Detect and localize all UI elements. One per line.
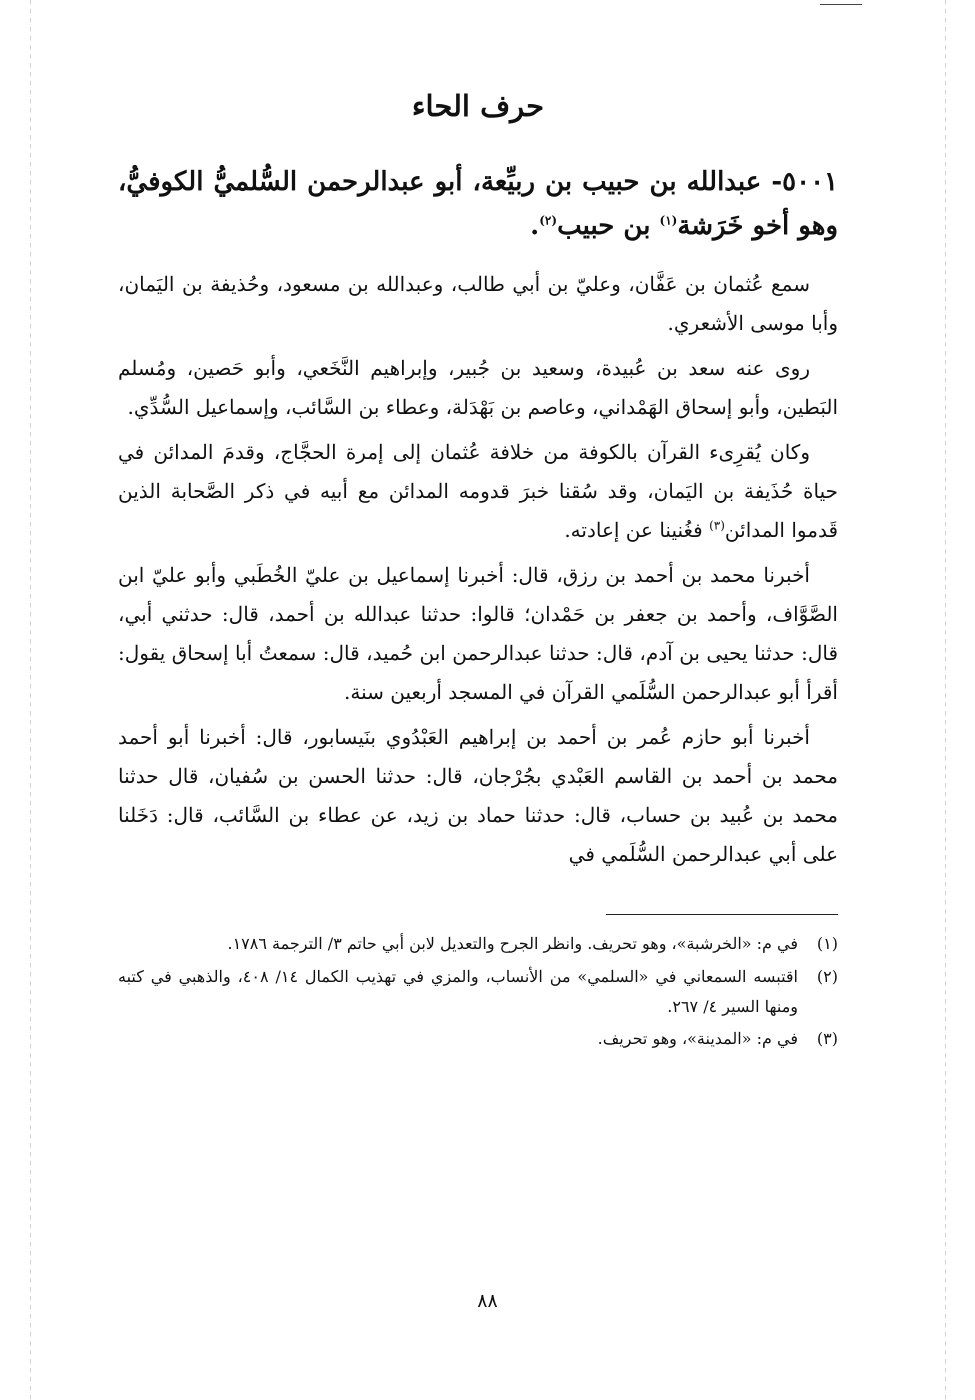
scan-border-left xyxy=(30,0,31,1400)
paragraph-isnad-2: أخبرنا أبو حازم عُمر بن أحمد بن إبراهيم العَبْدُوي بنَيسابور، قال: أخبرنا أبو أحمد محمد بن أحمد بن القاسم العَبْدي بجُرْجان، قال: حدثنا الحسن بن سُفيان، قال حدثنا محمد بن عُبيد بن حساب، قال: حدثنا حماد بن زيد، عن عطاء بن السَّائب، قال: دَخَلنا على أبي عبدالرحمن السُّلَمي في xyxy=(118,725,838,867)
footnote-separator xyxy=(606,914,838,915)
footnote-item xyxy=(118,962,838,1023)
paragraph-biography xyxy=(118,433,838,550)
paragraph-teachers: سمع عُثمان بن عَفَّان، وعليّ بن أبي طالب، وعبدالله بن مسعود، وحُذيفة بن اليَمان، وأبا موسى الأشعري. xyxy=(118,272,838,336)
footnote-item xyxy=(118,1024,838,1054)
footnote-ref-3[interactable]: (٣) xyxy=(709,518,725,533)
scan-border-right xyxy=(945,0,946,1400)
footnote-number: (١) xyxy=(816,934,838,954)
scan-mark xyxy=(820,4,862,5)
footnote-ref-1[interactable]: (١) xyxy=(659,213,678,228)
footnote-text: في م: «المدينة»، وهو تحريف. xyxy=(597,1029,798,1049)
footnote-text: في م: «الخرشبة»، وهو تحريف. وانظر الجرح والتعديل لابن أبي حاتم ٣/ الترجمة ١٧٨٦. xyxy=(227,934,798,954)
footnote-ref-2[interactable]: (٢) xyxy=(539,213,558,228)
footnote-text: اقتبسه السمعاني في «السلمي» من الأنساب، والمزي في تهذيب الكمال ١٤/ ٤٠٨، والذهبي في كتبه ومنها السير ٤/ ٢٦٧. xyxy=(118,966,798,1016)
paragraph-biography-text: وكان يُقرِىء القرآن بالكوفة من خلافة عُثمان إلى إمرة الحجَّاج، وقدمَ المدائن في حياة حُذَيفة بن اليَمان، وقد سُقنا خبرَ قدومه المدائن مع أبيه في ذكر الصَّحابة الذين قَدموا المدائن xyxy=(118,440,838,543)
paragraph-isnad-1: أخبرنا محمد بن أحمد بن رزق، قال: أخبرنا إسماعيل بن عليّ الخُطَبي وأبو عليّ ابن الصَّوَّاف، وأحمد بن جعفر بن حَمْدان؛ قالوا: حدثنا عبدالله بن أحمد، قال: حدثني أبي، قال: حدثنا يحيى بن آدم، قال: حدثنا عبدالرحمن ابن حُميد، قال: سمعتُ أبا إسحاق يقول: أقرأ أبو عبدالرحمن السُّلَمي القرآن في المسجد أربعين سنة. xyxy=(118,563,838,705)
footnote-item xyxy=(118,929,838,959)
book-page xyxy=(118,88,838,1057)
entry-heading xyxy=(118,160,838,249)
page-number: ٨٨ xyxy=(477,1290,498,1312)
paragraph-students: روى عنه سعد بن عُبيدة، وسعيد بن جُبير، وإبراهيم النَّخَعي، وأبو حَصين، ومُسلم البَطين، وأبو إسحاق الهَمْداني، وعاصم بن بَهْدَلة، وعطاء بن السَّائب، وإسماعيل السُّدِّي. xyxy=(118,356,838,420)
footnotes xyxy=(118,929,838,1055)
paragraph-biography-end: فغُنينا عن إعادته. xyxy=(564,518,710,543)
footnote-number: (٢) xyxy=(816,966,838,986)
footnote-number: (٣) xyxy=(816,1029,838,1049)
chapter-title: حرف الحاء xyxy=(411,89,545,123)
entry-heading-mid: بن حبيب xyxy=(557,211,660,242)
entry-heading-main: ٥٠٠١- عبدالله بن حبيب بن ربيِّعة، أبو عبدالرحمن السُّلميُّ الكوفيُّ، وهو أخو خَرَشة xyxy=(118,166,838,242)
entry-heading-end: . xyxy=(530,211,540,242)
